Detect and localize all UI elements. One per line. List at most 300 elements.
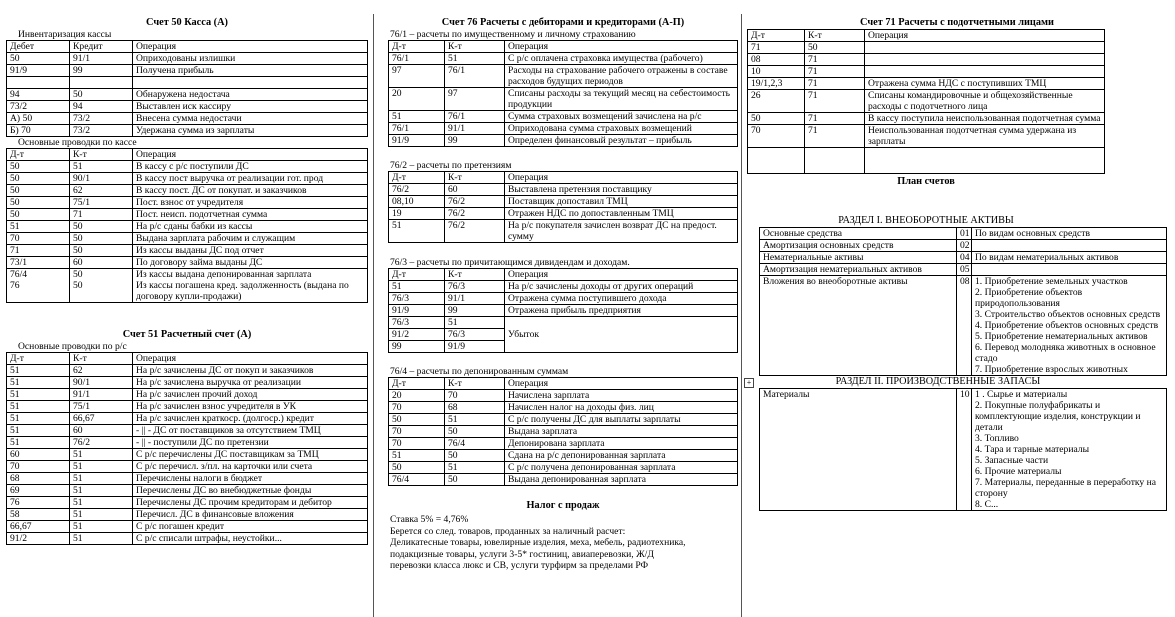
credit-cell: 70 bbox=[445, 390, 505, 402]
sales-tax-line: Берется со след. товаров, проданных за наличный расчет: bbox=[390, 525, 626, 537]
credit-cell: 51 bbox=[70, 521, 133, 533]
debit-cell: 08,10 bbox=[389, 196, 445, 208]
plan-row bbox=[760, 276, 1167, 376]
bank-entries-subtitle: Основные проводки по р/с bbox=[18, 341, 127, 352]
operation-cell: С р/с оплачена страховка имущества (рабочего) bbox=[505, 53, 738, 65]
debit-cell: 73/1 bbox=[7, 257, 70, 269]
credit-cell: 71 bbox=[805, 66, 865, 78]
credit-header: К-т bbox=[445, 41, 505, 53]
debit-cell: 50 bbox=[7, 197, 70, 209]
table-row bbox=[7, 125, 368, 137]
operation-cell: Списаны расходы за текущий месяц на себестоимость продукции bbox=[505, 88, 738, 111]
debit-cell: 51 bbox=[7, 425, 70, 437]
sales-tax-line: подакцизные товары, услуги 3-5* гостиниц, авиаперевозки, Ж/Д bbox=[390, 548, 654, 560]
cash-inventory-subtitle: Инвентаризация кассы bbox=[18, 29, 112, 40]
operation-cell: Отражена сумма НДС с поступивших ТМЦ bbox=[865, 78, 1105, 90]
debit-cell: 51 bbox=[389, 281, 445, 293]
credit-cell: 50 bbox=[70, 245, 133, 257]
operation-cell: Выдана депонированная зарплата bbox=[505, 474, 738, 486]
debit-cell: 50 bbox=[7, 185, 70, 197]
table-row bbox=[389, 293, 738, 305]
table-row bbox=[389, 305, 738, 317]
table-row bbox=[7, 437, 368, 449]
credit-cell: 76/3 bbox=[445, 281, 505, 293]
account-name-cell: Амортизация нематериальных активов bbox=[760, 264, 957, 276]
table-header-row bbox=[389, 269, 738, 281]
subaccounts-cell bbox=[972, 264, 1167, 276]
table-row bbox=[7, 113, 368, 125]
operation-header: Операция bbox=[133, 41, 368, 53]
operation-cell: На р/с сданы бабки из кассы bbox=[133, 221, 368, 233]
operation-cell: Поставщик допоставил ТМЦ bbox=[505, 196, 738, 208]
table-row bbox=[7, 161, 368, 173]
credit-header: К-т bbox=[445, 269, 505, 281]
debit-cell: 50 bbox=[7, 53, 70, 65]
debit-cell: 76/3 bbox=[389, 293, 445, 305]
sales-tax-line: Ставка 5% = 4,76% bbox=[390, 514, 469, 525]
credit-header: К-т bbox=[70, 149, 133, 161]
debit-cell: 50 bbox=[748, 113, 805, 125]
column-account-76 bbox=[388, 0, 738, 617]
subaccount-76-3-table bbox=[388, 268, 738, 353]
operation-cell: По договору займа выданы ДС bbox=[133, 257, 368, 269]
table-row bbox=[389, 281, 738, 293]
operation-cell: Выдана зарплата рабочим и служащим bbox=[133, 233, 368, 245]
table-row bbox=[389, 317, 738, 329]
operation-cell: Начислен налог на доходы физ. лиц bbox=[505, 402, 738, 414]
operation-cell: Сдана на р/с депонированная зарплата bbox=[505, 450, 738, 462]
table-row bbox=[7, 461, 368, 473]
operation-header: Операция bbox=[505, 172, 738, 184]
credit-cell: 91/1 bbox=[445, 123, 505, 135]
debit-cell bbox=[748, 148, 805, 174]
subaccount-76-1-table bbox=[388, 40, 738, 147]
table-header-row bbox=[7, 41, 368, 53]
plan-row bbox=[760, 264, 1167, 276]
operation-cell: Пост. неисп. подотчетная сумма bbox=[133, 209, 368, 221]
credit-cell: 51 bbox=[70, 473, 133, 485]
table-row bbox=[389, 438, 738, 450]
subaccount-76-1-title: 76/1 – расчеты по имущественному и личному страхованию bbox=[390, 29, 636, 40]
credit-cell: 73/2 bbox=[70, 125, 133, 137]
credit-cell: 73/2 bbox=[70, 113, 133, 125]
credit-cell: 90/1 bbox=[70, 173, 133, 185]
debit-cell: 51 bbox=[7, 365, 70, 377]
operation-cell bbox=[865, 42, 1105, 54]
credit-cell: 62 bbox=[70, 365, 133, 377]
operation-cell: Оприходована сумма страховых возмещений bbox=[505, 123, 738, 135]
table-move-handle-icon[interactable]: + bbox=[744, 378, 754, 388]
table-row bbox=[389, 402, 738, 414]
subaccounts-cell: По видам нематериальных активов bbox=[972, 252, 1167, 264]
section-1-title: РАЗДЕЛ I. ВНЕОБОРОТНЫЕ АКТИВЫ bbox=[838, 215, 1014, 226]
debit-cell: 76/1 bbox=[389, 123, 445, 135]
debit-cell: 76/4 bbox=[389, 474, 445, 486]
debit-cell: 51 bbox=[7, 401, 70, 413]
table-row bbox=[7, 365, 368, 377]
operation-cell: Определен финансовый результат – прибыль bbox=[505, 135, 738, 147]
column-account-71-plan bbox=[747, 0, 1167, 617]
operation-cell: С р/с получены ДС для выплаты зарплаты bbox=[505, 414, 738, 426]
operation-cell: Расходы на страхование рабочего отражены в составе расходов будущих периодов bbox=[505, 65, 738, 88]
credit-cell: 97 bbox=[445, 88, 505, 111]
credit-cell: 51 bbox=[70, 497, 133, 509]
table-row bbox=[7, 77, 368, 89]
operation-cell: Выставлена претензия поставщику bbox=[505, 184, 738, 196]
debit-cell: 73/2 bbox=[7, 101, 70, 113]
account-71-title: Счет 71 Расчеты с подотчетными лицами bbox=[860, 17, 1054, 28]
credit-cell: 71 bbox=[805, 90, 865, 113]
debit-cell: 19/1,2,3 bbox=[748, 78, 805, 90]
credit-cell: 76/2 bbox=[445, 196, 505, 208]
table-row bbox=[7, 269, 368, 303]
subaccount-76-2-title: 76/2 – расчеты по претензиям bbox=[390, 160, 512, 171]
account-code-cell: 05 bbox=[957, 264, 972, 276]
plan-row bbox=[760, 389, 1167, 511]
credit-cell: 71 bbox=[70, 209, 133, 221]
table-row bbox=[7, 401, 368, 413]
debit-cell: 94 bbox=[7, 89, 70, 101]
plan-row bbox=[760, 240, 1167, 252]
table-header-row bbox=[389, 378, 738, 390]
subaccounts-cell: 1. Приобретение земельных участков 2. Приобретение объектов природопользования 3. Строительство объектов основных средств 4. Приобретение объектов основных средств 5. Приобретение нематериальных активов 6. Перевод молодняка животных в основное стадо 7. Приобретение взрослых животных bbox=[972, 276, 1167, 376]
account-name-cell: Вложения во внеоборотные активы bbox=[760, 276, 957, 376]
credit-cell: 60 bbox=[445, 184, 505, 196]
operation-header: Операция bbox=[133, 353, 368, 365]
debit-cell: 50 bbox=[7, 209, 70, 221]
debit-cell: 51 bbox=[389, 220, 445, 243]
operation-cell: Из кассы выданы ДС под отчет bbox=[133, 245, 368, 257]
table-row bbox=[748, 42, 1105, 54]
operation-cell: На р/с зачислен прочий доход bbox=[133, 389, 368, 401]
credit-header: Кредит bbox=[70, 41, 133, 53]
credit-cell: 75/1 bbox=[70, 197, 133, 209]
operation-cell: С р/с списали штрафы, неустойки... bbox=[133, 533, 368, 545]
debit-cell: 76/4 76 bbox=[7, 269, 70, 303]
table-row bbox=[7, 209, 368, 221]
operation-cell: Выставлен иск кассиру bbox=[133, 101, 368, 113]
plan-row bbox=[760, 252, 1167, 264]
operation-cell: Отражена прибыль предприятия bbox=[505, 305, 738, 317]
account-name-cell: Основные средства bbox=[760, 228, 957, 240]
debit-header: Д-т bbox=[389, 172, 445, 184]
table-row bbox=[7, 173, 368, 185]
credit-cell: 50 bbox=[805, 42, 865, 54]
debit-cell: 76 bbox=[7, 497, 70, 509]
credit-cell: 60 bbox=[70, 257, 133, 269]
debit-cell: 70 bbox=[389, 438, 445, 450]
subaccount-76-2-table bbox=[388, 171, 738, 243]
debit-cell: 20 bbox=[389, 390, 445, 402]
table-header-row bbox=[7, 149, 368, 161]
debit-cell: 91/2 bbox=[7, 533, 70, 545]
credit-header: К-т bbox=[805, 30, 865, 42]
credit-cell: 50 bbox=[445, 426, 505, 438]
credit-cell: 91/1 bbox=[70, 53, 133, 65]
debit-cell: 70 bbox=[748, 125, 805, 148]
operation-cell bbox=[865, 54, 1105, 66]
operation-cell: На р/с зачислен краткоср. (долгоср.) кредит bbox=[133, 413, 368, 425]
table-row bbox=[7, 377, 368, 389]
credit-cell: 51 bbox=[70, 485, 133, 497]
cash-inventory-table bbox=[6, 40, 368, 137]
credit-cell: 71 bbox=[805, 125, 865, 148]
operation-cell: В кассу поступила неиспользованная подотчетная сумма bbox=[865, 113, 1105, 125]
credit-cell: 51 bbox=[445, 53, 505, 65]
operation-header: Операция bbox=[505, 269, 738, 281]
table-row bbox=[748, 90, 1105, 113]
debit-cell: 26 bbox=[748, 90, 805, 113]
debit-cell: 76/2 bbox=[389, 184, 445, 196]
debit-header: Д-т bbox=[748, 30, 805, 42]
debit-cell: 71 bbox=[748, 42, 805, 54]
table-row bbox=[389, 426, 738, 438]
debit-header: Д-т bbox=[389, 41, 445, 53]
debit-cell: 51 bbox=[7, 437, 70, 449]
operation-cell: Отражена сумма поступившего дохода bbox=[505, 293, 738, 305]
credit-header: К-т bbox=[445, 378, 505, 390]
operation-cell: Удержана сумма из зарплаты bbox=[133, 125, 368, 137]
operation-cell: Неиспользованная подотчетная сумма удержана из зарплаты bbox=[865, 125, 1105, 148]
debit-cell: 70 bbox=[389, 426, 445, 438]
account-code-cell: 08 bbox=[957, 276, 972, 376]
credit-cell: 71 bbox=[805, 113, 865, 125]
table-header-row bbox=[389, 41, 738, 53]
account-51-title: Счет 51 Расчетный счет (А) bbox=[122, 329, 252, 340]
operation-cell: Обнаружена недостача bbox=[133, 89, 368, 101]
table-row bbox=[7, 521, 368, 533]
credit-cell: 76/1 bbox=[445, 65, 505, 88]
subaccounts-cell: По видам основных средств bbox=[972, 228, 1167, 240]
table-row bbox=[7, 389, 368, 401]
debit-cell: 51 bbox=[7, 377, 70, 389]
debit-cell: 68 bbox=[7, 473, 70, 485]
operation-cell: Перечислены ДС прочим кредиторам и дебитор bbox=[133, 497, 368, 509]
table-row bbox=[389, 88, 738, 111]
credit-cell: 91/9 bbox=[445, 341, 505, 353]
credit-header: К-т bbox=[70, 353, 133, 365]
credit-cell: 90/1 bbox=[70, 377, 133, 389]
cash-main-entries-subtitle: Основные проводки по кассе bbox=[18, 137, 137, 148]
table-row bbox=[7, 257, 368, 269]
debit-cell: 60 bbox=[7, 449, 70, 461]
credit-cell: 99 bbox=[70, 65, 133, 77]
debit-cell: 51 bbox=[7, 221, 70, 233]
operation-cell bbox=[865, 148, 1105, 174]
operation-header: Операция bbox=[505, 41, 738, 53]
operation-cell: С р/с перечисл. з/пл. на карточки или счета bbox=[133, 461, 368, 473]
table-row bbox=[7, 233, 368, 245]
table-row bbox=[748, 66, 1105, 78]
debit-cell: 91/2 bbox=[389, 329, 445, 341]
operation-cell: Перечислены налоги в бюджет bbox=[133, 473, 368, 485]
credit-cell: 76/2 bbox=[445, 208, 505, 220]
operation-cell: На р/с зачислена выручка от реализации bbox=[133, 377, 368, 389]
table-row bbox=[7, 449, 368, 461]
table-row bbox=[389, 123, 738, 135]
debit-header: Д-т bbox=[389, 269, 445, 281]
sales-tax-text bbox=[388, 514, 738, 572]
operation-cell bbox=[133, 77, 368, 89]
operation-cell: Депонирована зарплата bbox=[505, 438, 738, 450]
table-row bbox=[389, 184, 738, 196]
credit-cell: 51 bbox=[445, 414, 505, 426]
credit-cell: 50 bbox=[70, 233, 133, 245]
credit-cell: 66,67 bbox=[70, 413, 133, 425]
operation-cell: Из кассы выдана депонированная зарплата Из кассы погашена кред. задолженность (выдана по договору купли-продажи) bbox=[133, 269, 368, 303]
table-row bbox=[389, 414, 738, 426]
credit-cell: 51 bbox=[70, 161, 133, 173]
operation-cell: Начислена зарплата bbox=[505, 390, 738, 402]
table-row bbox=[7, 185, 368, 197]
operation-cell: С р/с получена депонированная зарплата bbox=[505, 462, 738, 474]
subaccount-76-4-title: 76/4 – расчеты по депонированным суммам bbox=[390, 366, 569, 377]
table-row bbox=[7, 533, 368, 545]
account-76-title: Счет 76 Расчеты с дебиторами и кредиторами (А-П) bbox=[441, 17, 685, 28]
credit-cell: 76/3 bbox=[445, 329, 505, 341]
table-row bbox=[7, 497, 368, 509]
credit-cell: 50 bbox=[445, 450, 505, 462]
subaccounts-cell bbox=[972, 240, 1167, 252]
operation-cell: Списаны командировочные и общехозяйственные расходы с подотчетного лица bbox=[865, 90, 1105, 113]
debit-header: Д-т bbox=[7, 149, 70, 161]
debit-cell: 50 bbox=[389, 414, 445, 426]
debit-cell: Б) 70 bbox=[7, 125, 70, 137]
credit-cell: 50 bbox=[70, 221, 133, 233]
credit-cell: 51 bbox=[70, 461, 133, 473]
debit-cell: 99 bbox=[389, 341, 445, 353]
debit-cell: 58 bbox=[7, 509, 70, 521]
operation-cell bbox=[865, 66, 1105, 78]
account-code-cell: 01 bbox=[957, 228, 972, 240]
table-row bbox=[7, 245, 368, 257]
column-account-50-51 bbox=[6, 0, 368, 617]
table-row bbox=[7, 509, 368, 521]
operation-cell: В кассу с р/с поступили ДС bbox=[133, 161, 368, 173]
debit-cell: 51 bbox=[7, 413, 70, 425]
credit-cell: 76/4 bbox=[445, 438, 505, 450]
table-row bbox=[7, 221, 368, 233]
table-row bbox=[7, 473, 368, 485]
table-header-row bbox=[748, 30, 1105, 42]
table-row bbox=[7, 65, 368, 77]
debit-cell: 70 bbox=[7, 233, 70, 245]
operation-cell: На р/с зачислен взнос учредителя в УК bbox=[133, 401, 368, 413]
plan-row bbox=[760, 228, 1167, 240]
credit-cell: 76/2 bbox=[70, 437, 133, 449]
debit-cell: 51 bbox=[7, 389, 70, 401]
operation-cell: Перечисл. ДС в финансовые вложения bbox=[133, 509, 368, 521]
operation-cell: На р/с покупателя зачислен возврат ДС на предост. сумму bbox=[505, 220, 738, 243]
table-row bbox=[389, 462, 738, 474]
sales-tax-title: Налог с продаж bbox=[526, 500, 600, 511]
table-row bbox=[389, 135, 738, 147]
credit-cell: 91/1 bbox=[445, 293, 505, 305]
table-header-row bbox=[389, 172, 738, 184]
debit-cell: 70 bbox=[7, 461, 70, 473]
operation-cell: Перечислены ДС во внебюджетные фонды bbox=[133, 485, 368, 497]
table-row bbox=[7, 485, 368, 497]
section-1-table bbox=[759, 227, 1167, 376]
debit-cell: 70 bbox=[389, 402, 445, 414]
cash-main-entries-table bbox=[6, 148, 368, 303]
sales-tax-line: перевозки класса люкс и СВ, услуги турфирм за пределами РФ bbox=[390, 560, 649, 571]
table-row bbox=[748, 78, 1105, 90]
operation-cell: На р/с зачислены ДС от покуп и заказчиков bbox=[133, 365, 368, 377]
operation-header: Операция bbox=[865, 30, 1105, 42]
debit-cell: 20 bbox=[389, 88, 445, 111]
debit-cell: 91/9 bbox=[7, 65, 70, 77]
debit-cell: 69 bbox=[7, 485, 70, 497]
bank-entries-table bbox=[6, 352, 368, 545]
debit-cell: 66,67 bbox=[7, 521, 70, 533]
operation-header: Операция bbox=[133, 149, 368, 161]
section-2-table bbox=[759, 388, 1167, 511]
table-row bbox=[7, 53, 368, 65]
debit-cell: 50 bbox=[389, 462, 445, 474]
account-50-title: Счет 50 Касса (А) bbox=[146, 17, 228, 28]
debit-cell: 51 bbox=[389, 450, 445, 462]
credit-cell: 68 bbox=[445, 402, 505, 414]
credit-cell: 50 50 bbox=[70, 269, 133, 303]
account-name-cell: Нематериальные активы bbox=[760, 252, 957, 264]
credit-cell: 71 bbox=[805, 78, 865, 90]
chart-of-accounts-title: План счетов bbox=[897, 176, 955, 187]
debit-cell: 91/9 bbox=[389, 305, 445, 317]
credit-cell: 62 bbox=[70, 185, 133, 197]
credit-cell bbox=[805, 148, 865, 174]
operation-cell: Пост. взнос от учредителя bbox=[133, 197, 368, 209]
credit-cell: 99 bbox=[445, 135, 505, 147]
credit-cell: 51 bbox=[70, 533, 133, 545]
account-name-cell: Материалы bbox=[760, 389, 957, 511]
operation-cell: С р/с погашен кредит bbox=[133, 521, 368, 533]
operation-cell: С р/с перечислены ДС поставщикам за ТМЦ bbox=[133, 449, 368, 461]
debit-cell: 71 bbox=[7, 245, 70, 257]
table-row bbox=[389, 450, 738, 462]
debit-header: Дебет bbox=[7, 41, 70, 53]
subaccount-76-4-table bbox=[388, 377, 738, 486]
debit-header: Д-т bbox=[7, 353, 70, 365]
account-code-cell: 10 bbox=[957, 389, 972, 511]
sales-tax-line: Деликатесные товары, ювелирные изделия, меха, мебель, радиотехника, bbox=[390, 537, 686, 548]
credit-cell: 51 bbox=[445, 317, 505, 329]
table-row bbox=[748, 125, 1105, 148]
debit-cell: 50 bbox=[7, 173, 70, 185]
table-row bbox=[7, 89, 368, 101]
account-code-cell: 02 bbox=[957, 240, 972, 252]
debit-cell: 50 bbox=[7, 161, 70, 173]
credit-cell: 76/2 bbox=[445, 220, 505, 243]
credit-cell: 50 bbox=[445, 474, 505, 486]
table-row bbox=[748, 148, 1105, 174]
account-name-cell: Амортизация основных средств bbox=[760, 240, 957, 252]
operation-cell: Оприходованы излишки bbox=[133, 53, 368, 65]
debit-cell: 76/1 bbox=[389, 53, 445, 65]
debit-cell: 97 bbox=[389, 65, 445, 88]
table-row bbox=[389, 474, 738, 486]
subaccounts-cell: 1 . Сырье и материалы 2. Покупные полуфабрикаты и комплектующие изделия, конструкции и детали 3. Топливо 4. Тара и тарные материалы 5. Запасные части 6. Прочие материалы 7. Материалы, переданные в переработку на сторону 8. С... bbox=[972, 389, 1167, 511]
debit-cell: 51 bbox=[389, 111, 445, 123]
table-row bbox=[389, 390, 738, 402]
debit-cell: 76/3 bbox=[389, 317, 445, 329]
table-row bbox=[748, 113, 1105, 125]
table-row bbox=[7, 425, 368, 437]
table-row bbox=[389, 65, 738, 88]
subaccount-76-3-title: 76/3 – расчеты по причитающимся дивидендам и доходам. bbox=[390, 257, 630, 268]
table-row bbox=[7, 101, 368, 113]
table-header-row bbox=[7, 353, 368, 365]
